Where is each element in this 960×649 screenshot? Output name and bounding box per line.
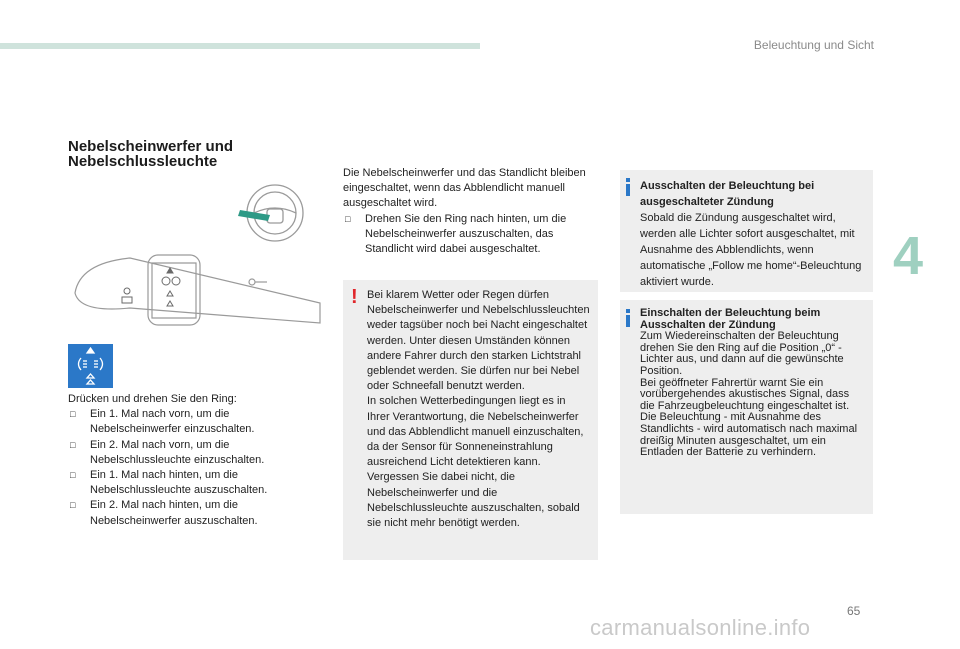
header-accent-bar	[0, 43, 480, 49]
list-item: □ Ein 2. Mal nach hinten, um die Nebelscheinwerfer auszuschalten.	[68, 498, 313, 528]
list-item: □ Drehen Sie den Ring nach hinten, um die Nebelscheinwerfer auszuschalten, das Standlicht wird dabei ausgeschaltet.	[343, 212, 598, 258]
chapter-number: 4	[893, 226, 924, 286]
info-box-lights-off	[620, 170, 873, 292]
list-item: □ Ein 2. Mal nach vorn, um die Nebelschlussleuchte einzuschalten.	[68, 438, 313, 468]
lighting-stalk-illustration	[70, 173, 325, 333]
section-title	[68, 139, 233, 169]
fog-light-switch-icon	[68, 344, 113, 388]
warning-paragraph: Bei klarem Wetter oder Regen dürfen Nebelscheinwerfer und Nebelschlussleuchten weder tagsüber noch bei Nacht eingeschaltet werden. Unter diesen Umständen können andere Fahrer durch den starken Lichtstrahl geblendet werden. Sie dürfen nur bei Nebel oder Schneefall benutzt werden.	[367, 289, 590, 393]
info-text: Bei geöffneter Fahrertür warnt Sie ein vorübergehendes akustisches Signal, dass die Fahrzeugbeleuchtung eingeschaltet ist.	[640, 376, 850, 412]
instruction-list	[68, 407, 313, 529]
info-title: Ausschalten der Beleuchtung bei ausgeschalteter Zündung	[640, 180, 815, 208]
note-paragraph: Die Nebelscheinwerfer und das Standlicht bleiben eingeschaltet, wenn das Abblendlicht manuell ausgeschaltet wird.	[343, 167, 586, 210]
info-icon-bar	[626, 184, 630, 196]
info-title: Einschalten der Beleuchtung beim Ausschalten der Zündung	[640, 307, 821, 331]
switch-symbols-icon	[122, 268, 180, 306]
list-item: □ Ein 1. Mal nach hinten, um die Nebelschlussleuchte auszuschalten.	[68, 468, 313, 498]
section-title-line2: Nebelschlussleuchte	[68, 153, 218, 170]
info-box-lights-on	[620, 300, 873, 514]
watermark: carmanualsonline.info	[590, 615, 811, 640]
warning-paragraph: Vergessen Sie dabei nicht, die Nebelscheinwerfer und die Nebelschlussleuchte auszuschalten, sobald sie nicht mehr benötigt werden.	[367, 471, 580, 530]
info-text: Die Beleuchtung - mit Ausnahme des Standlichts - wird automatisch nach maximal dreißig Minuten ausgeschaltet, um ein Entladen der Batterie zu verhindern.	[640, 411, 858, 459]
info-text: Sobald die Zündung ausgeschaltet wird, werden alle Lichter sofort ausgeschaltet, mit Ausnahme des Abblendlichts, wenn automatische „Follow me home“-Beleuchtung aktiviert wurde.	[640, 212, 862, 288]
info-text: Zum Wiedereinschalten der Beleuchtung drehen Sie den Ring auf die Position „0“ - Lichter aus, und dann auf die gewünschte Position.	[640, 330, 844, 377]
fog-switch-instructions	[68, 392, 313, 529]
list-item: □ Ein 1. Mal nach vorn, um die Nebelscheinwerfer einzuschalten.	[68, 407, 313, 437]
note-list	[343, 212, 598, 258]
fog-lights-note	[343, 166, 598, 257]
warning-icon: !	[351, 286, 358, 308]
page-number: 65	[847, 604, 861, 618]
combination-switch-icon	[75, 255, 320, 325]
section-title-line1: Nebelscheinwerfer und	[68, 138, 234, 155]
info-icon-bar	[626, 315, 630, 327]
info-icon	[626, 178, 630, 182]
info-icon	[626, 309, 630, 313]
instructions-intro: Drücken und drehen Sie den Ring:	[68, 393, 237, 405]
warning-box	[343, 280, 598, 560]
chapter-header-title: Beleuchtung und Sicht	[753, 38, 874, 52]
warning-paragraph: In solchen Wetterbedingungen liegt es in Ihrer Verantwortung, die Nebelscheinwerfer und das Abblendlicht manuell einzuschalten, da der Sensor für Sonneneinstrahlung ausreichend Licht detektieren kann.	[367, 395, 584, 469]
